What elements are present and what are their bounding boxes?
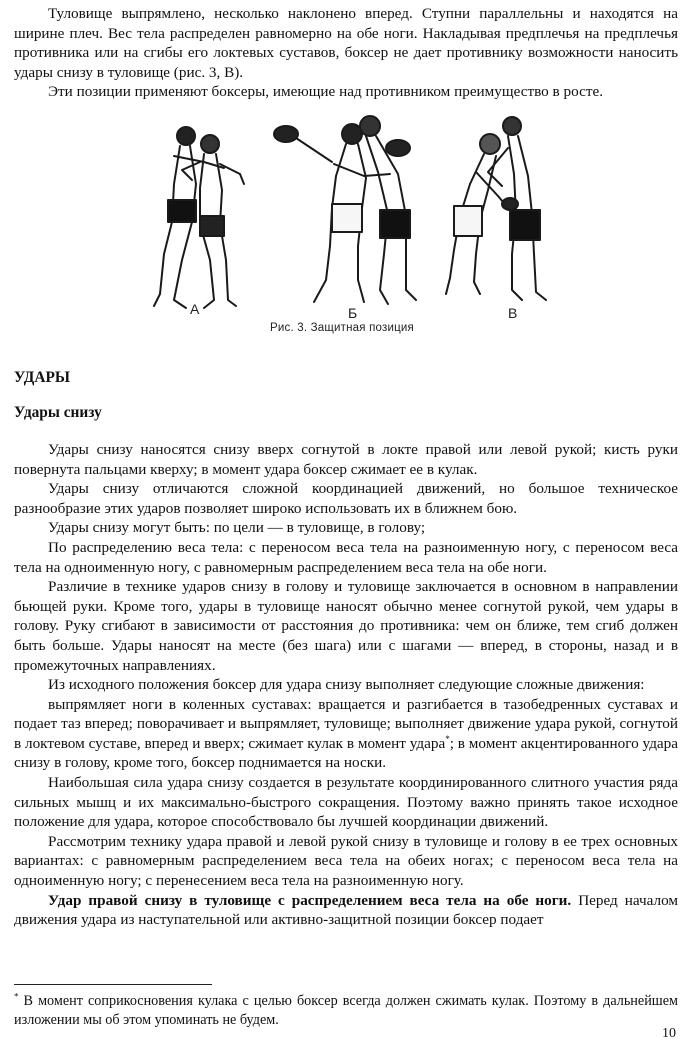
- footnote: [14, 992, 678, 1029]
- body-paragraph-3: Удары снизу могут быть: по цели — в туловище, в голову;: [48, 519, 426, 537]
- body-paragraph-10: [14, 891, 678, 930]
- section-title: УДАРЫ: [14, 368, 70, 386]
- body-paragraph-8: Наибольшая сила удара снизу создается в результате координированного слитного участия ряда сильных мышц и их максимально-быстрого сокращения. Поэтому важно принять такое исходное положение для удара, которое способствовало бы лучшей координации движений.: [14, 774, 678, 831]
- strike-heading: Удар правой снизу в туловище с распределением веса тела на обе ноги.: [48, 891, 572, 909]
- figure-b-drawing: [274, 116, 416, 304]
- footnote-reference-mark: *: [445, 733, 450, 744]
- boxers-illustration: [14, 104, 678, 342]
- figure-label-b: Б: [348, 304, 358, 321]
- body-paragraph-7: [14, 695, 678, 773]
- subsection-title: Удары снизу: [14, 403, 102, 421]
- figure-caption: Рис. 3. Защитная позиция: [270, 321, 414, 334]
- body-paragraph-1: Удары снизу наносятся снизу вверх согнутой в локте правой или левой рукой; кисть руки повернута пальцами кверху; в момент удара боксер сжимает ее в кулак.: [14, 440, 678, 478]
- body-paragraph-2: Удары снизу отличаются сложной координацией движений, но большое техническое разнообразие этих ударов позволяет широко использовать их в ближнем бою.: [14, 480, 678, 517]
- body-paragraph-5: Различие в технике ударов снизу в голову и туловище заключается в основном в направлении бьющей руки. Кроме того, удары в туловище наносят обычно менее согнутой рукой, чем удары в голову. Руку сгибают в зависимости от расстояния до противника: чем он ближе, тем сгиб должен быть больше. Удары наносят на месте (без шага) или с шагами — вперед, в стороны, назад и в промежуточных направлениях.: [14, 578, 678, 674]
- figure-label-a: А: [190, 300, 200, 317]
- body-paragraph-7-tail: ; в момент акцентированного удара снизу в голову, кроме того, боксер поднимается на носки.: [14, 734, 678, 772]
- intro-paragraph-2: Эти позиции применяют боксеры, имеющие над противником преимущество в росте.: [48, 83, 603, 101]
- figure-a-drawing: [154, 127, 244, 308]
- intro-paragraph-1: Туловище выпрямлено, несколько наклонено вперед. Ступни параллельны и находятся на ширине плеч. Вес тела распределен равномерно на обе ноги. Накладывая предплечья на предплечья противника или на сгибы его локтевых суставов, боксер не дает противнику возможности наносить удары снизу в туловище (рис. 3, В).: [14, 5, 678, 81]
- body-paragraph-10-text: Перед началом движения удара из наступательной или активно-защитной позиции боксер подает: [14, 891, 678, 929]
- body-paragraph-4: По распределению веса тела: с переносом веса тела на разноименную ногу, с переносом веса тела на одноименную ногу, с равномерным распределением веса тела на обе ноги.: [14, 538, 678, 576]
- figure-label-c: В: [508, 304, 518, 321]
- footnote-mark: *: [14, 991, 19, 1002]
- page-number: 10: [662, 1026, 676, 1041]
- figure-c-drawing: [446, 117, 546, 300]
- body-paragraph-9: Рассмотрим технику удара правой и левой рукой снизу в туловище и голову в ее трех основных вариантах: с равномерным распределением веса тела на обеих ногах; с переносом веса тела на одноименную ногу; с перенесением веса тела на разноименную ногу.: [14, 832, 678, 890]
- footnote-divider: [14, 984, 212, 985]
- figure-defensive-position: [14, 104, 678, 342]
- body-paragraph-6: Из исходного положения боксер для удара снизу выполняет следующие сложные движения:: [48, 676, 645, 694]
- footnote-text: В момент соприкосновения кулака с целью боксер всегда должен сжимать кулак. Поэтому в дальнейшем изложении мы об этом упоминать не будем.: [14, 993, 678, 1028]
- page-content: [14, 4, 678, 930]
- body-paragraph-7-text: выпрямляет ноги в коленных суставах: вращается и разгибается в тазобедренных суставах и подает таз вперед; поворачивает и выпрямляет, туловище; выполняет движение удара рукой, согнутой в локтевом суставе, вперед и вверх; сжимает кулак в момент удара: [14, 695, 678, 752]
